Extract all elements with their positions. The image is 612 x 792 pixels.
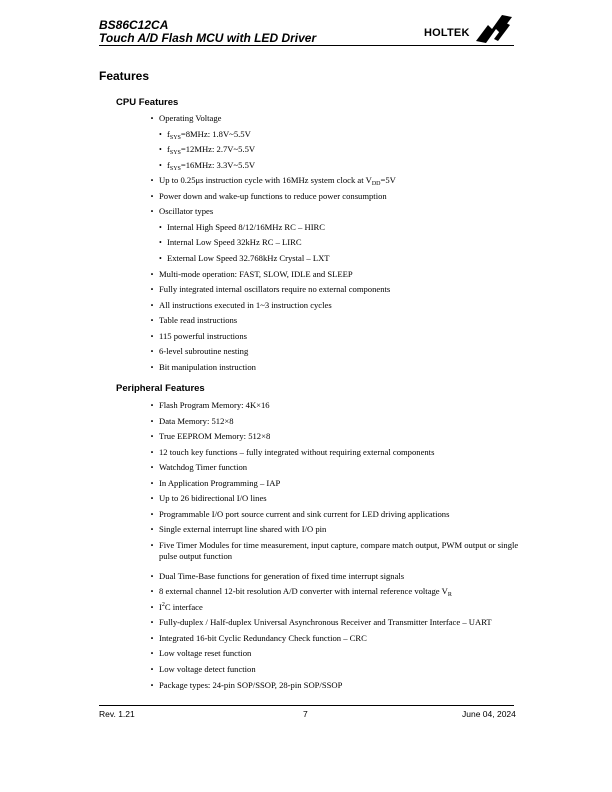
- list-item-text: I: [159, 601, 162, 612]
- bullet-icon: ·: [150, 204, 155, 219]
- bullet-icon: ·: [150, 297, 155, 312]
- bullet-icon: ·: [150, 173, 155, 188]
- superscript: 2: [161, 601, 165, 608]
- list-item-text: Flash Program Memory: 4K×16: [159, 400, 270, 410]
- list-item: [159, 602, 203, 613]
- list-item-text: Dual Time-Base functions for generation of fixed time interrupt signals: [159, 570, 405, 581]
- list-item: [159, 416, 234, 427]
- bullet-icon: ·: [150, 282, 155, 297]
- list-item: [159, 493, 267, 504]
- list-item-text: Multi-mode operation: FAST, SLOW, IDLE and SLEEP: [159, 268, 353, 279]
- list-item-text: Fully-duplex / Half-duplex Universal Asynchronous Receiver and Transmitter Interface – UART: [159, 617, 492, 628]
- list-item: [159, 447, 434, 458]
- list-item-text: Low voltage reset function: [159, 648, 252, 659]
- list-item: [159, 400, 270, 411]
- bullet-icon: •: [159, 160, 162, 170]
- list-item-text: f: [167, 159, 170, 170]
- subscript: DD: [371, 181, 381, 188]
- list-item-text: Low voltage detect function: [159, 663, 256, 674]
- sub-list-item: [167, 222, 325, 233]
- list-item-text: In Application Programming – IAP: [159, 477, 281, 488]
- bullet-icon: ·: [150, 661, 155, 676]
- bullet-icon: ·: [150, 584, 155, 599]
- list-item-text: Oscillator types: [159, 206, 214, 217]
- list-item: [159, 633, 367, 644]
- bullet-icon: ·: [150, 491, 155, 506]
- list-item: [159, 648, 251, 659]
- list-item-text: Power down and wake-up functions to reduce power consumption: [159, 190, 387, 201]
- document-subtitle: Touch A/D Flash MCU with LED Driver: [99, 31, 317, 45]
- list-item-text: Programmable I/O port source current and sink current for LED driving applications: [159, 508, 450, 519]
- list-item: [159, 362, 256, 373]
- subscript: SYS: [169, 134, 181, 141]
- bullet-icon: ·: [150, 313, 155, 328]
- list-item-text: All instructions executed in 1~3 instruction cycles: [159, 299, 332, 310]
- list-item: [159, 462, 247, 473]
- list-item-text: Data Memory: 512×8: [159, 415, 234, 426]
- bullet-icon: ·: [150, 646, 155, 661]
- list-item-text: Up to 0.25μs instruction cycle with 16MHz system clock at V: [159, 175, 372, 186]
- bullet-icon: ·: [150, 522, 155, 537]
- list-item: [159, 191, 387, 202]
- list-item-text: 115 powerful instructions: [159, 330, 247, 341]
- list-item-text: True EEPROM Memory: 512×8: [159, 431, 271, 442]
- footer-revision: Rev. 1.21: [99, 709, 135, 719]
- sub-list-item: [167, 144, 255, 155]
- list-item: [159, 524, 326, 535]
- bullet-icon: ·: [150, 506, 155, 521]
- footer-date: June 04, 2024: [462, 709, 516, 719]
- bullet-icon: ·: [150, 444, 155, 459]
- bullet-icon: ·: [150, 677, 155, 692]
- list-item-text: 12 touch key functions – fully integrated without requiring external components: [159, 446, 435, 457]
- bullet-icon: ·: [150, 328, 155, 343]
- bullet-icon: ·: [150, 188, 155, 203]
- list-item-text: Internal High Speed 8/12/16MHz RC – HIRC: [167, 221, 326, 232]
- bullet-icon: •: [159, 222, 162, 232]
- list-item: [159, 315, 237, 326]
- list-item: [159, 586, 452, 597]
- holtek-logo-icon: [474, 13, 514, 43]
- list-item-text: Package types: 24-pin SOP/SSOP, 28-pin SOP/SSOP: [159, 679, 343, 690]
- list-item: [159, 284, 390, 295]
- sub-list-item: [167, 237, 302, 248]
- bullet-icon: ·: [150, 111, 155, 125]
- sub-list-item: [167, 129, 251, 140]
- list-item: [159, 331, 247, 342]
- footer-page-number: 7: [303, 709, 308, 719]
- bullet-icon: ·: [150, 599, 155, 614]
- list-item-text: Bit manipulation instruction: [159, 361, 256, 372]
- sub-list-item: [167, 253, 330, 264]
- list-item-text: Watchdog Timer function: [159, 462, 248, 473]
- holtek-logo: [424, 13, 514, 43]
- list-item-text: Internal Low Speed 32kHz RC – LIRC: [167, 237, 302, 248]
- subscript: R: [447, 592, 452, 599]
- list-item-text: 6-level subroutine nesting: [159, 346, 249, 357]
- list-item: [159, 664, 256, 675]
- list-item: [159, 617, 492, 628]
- bullet-icon: ·: [150, 475, 155, 490]
- bullet-icon: ·: [150, 460, 155, 475]
- list-item: [159, 300, 332, 311]
- bullet-icon: ·: [150, 615, 155, 630]
- list-item: [159, 206, 213, 217]
- logo-text: HOLTEK: [424, 27, 470, 39]
- bullet-icon: ·: [150, 344, 155, 359]
- list-item-text: f: [167, 144, 170, 155]
- list-item: [159, 478, 280, 489]
- bullet-icon: ·: [150, 266, 155, 281]
- list-item: [159, 571, 404, 582]
- list-item-text: External Low Speed 32.768kHz Crystal – LXT: [167, 252, 330, 263]
- bullet-icon: ·: [150, 568, 155, 583]
- bullet-icon: ·: [150, 398, 155, 412]
- bullet-icon: ·: [150, 630, 155, 645]
- bullet-icon: ·: [150, 429, 155, 444]
- list-item-text: Five Timer Modules for time measurement, input capture, compare match output, PWM output or single pulse output function: [159, 539, 519, 561]
- list-item-text-rest: =5V: [380, 175, 396, 186]
- bullet-icon: •: [159, 238, 162, 248]
- section-title: Features: [99, 69, 150, 83]
- bullet-icon: ·: [150, 413, 155, 428]
- list-item: [159, 431, 270, 442]
- list-item-text-rest: =12MHz: 2.7V~5.5V: [180, 144, 256, 155]
- list-item: [159, 113, 221, 124]
- subscript: SYS: [169, 165, 181, 172]
- list-item-text: 8 external channel 12-bit resolution A/D converter with internal reference voltage V: [159, 586, 448, 597]
- list-item-text: Single external interrupt line shared with I/O pin: [159, 524, 327, 535]
- list-item: [159, 269, 353, 280]
- list-item: [159, 346, 248, 357]
- list-item-text: Up to 26 bidirectional I/O lines: [159, 493, 267, 504]
- list-item: [159, 509, 449, 520]
- cpu-features-heading: CPU Features: [116, 97, 179, 108]
- header-rule: [99, 45, 514, 46]
- bullet-icon: •: [159, 253, 162, 263]
- bullet-icon: •: [159, 145, 162, 155]
- list-item: [159, 680, 342, 691]
- subscript: SYS: [169, 150, 181, 157]
- list-item-text: Table read instructions: [159, 315, 238, 326]
- document-title: BS86C12CA: [99, 18, 169, 32]
- footer-rule: [99, 705, 514, 706]
- list-item: [159, 175, 396, 186]
- list-item-text: Integrated 16-bit Cyclic Redundancy Check function – CRC: [159, 632, 367, 643]
- sub-list-item: [167, 160, 255, 171]
- bullet-icon: •: [159, 129, 162, 139]
- list-item-text-rest: C interface: [164, 601, 203, 612]
- list-item-text-rest: =8MHz: 1.8V~5.5V: [180, 128, 251, 139]
- bullet-icon: ·: [150, 359, 155, 374]
- list-item-text: Fully integrated internal oscillators require no external components: [159, 284, 391, 295]
- peripheral-features-heading: Peripheral Features: [116, 383, 205, 394]
- bullet-icon: ·: [150, 537, 155, 552]
- list-item-text-rest: =16MHz: 3.3V~5.5V: [180, 159, 256, 170]
- list-item: [159, 540, 519, 562]
- list-item-text: f: [167, 128, 170, 139]
- list-item-text: Operating Voltage: [159, 113, 222, 123]
